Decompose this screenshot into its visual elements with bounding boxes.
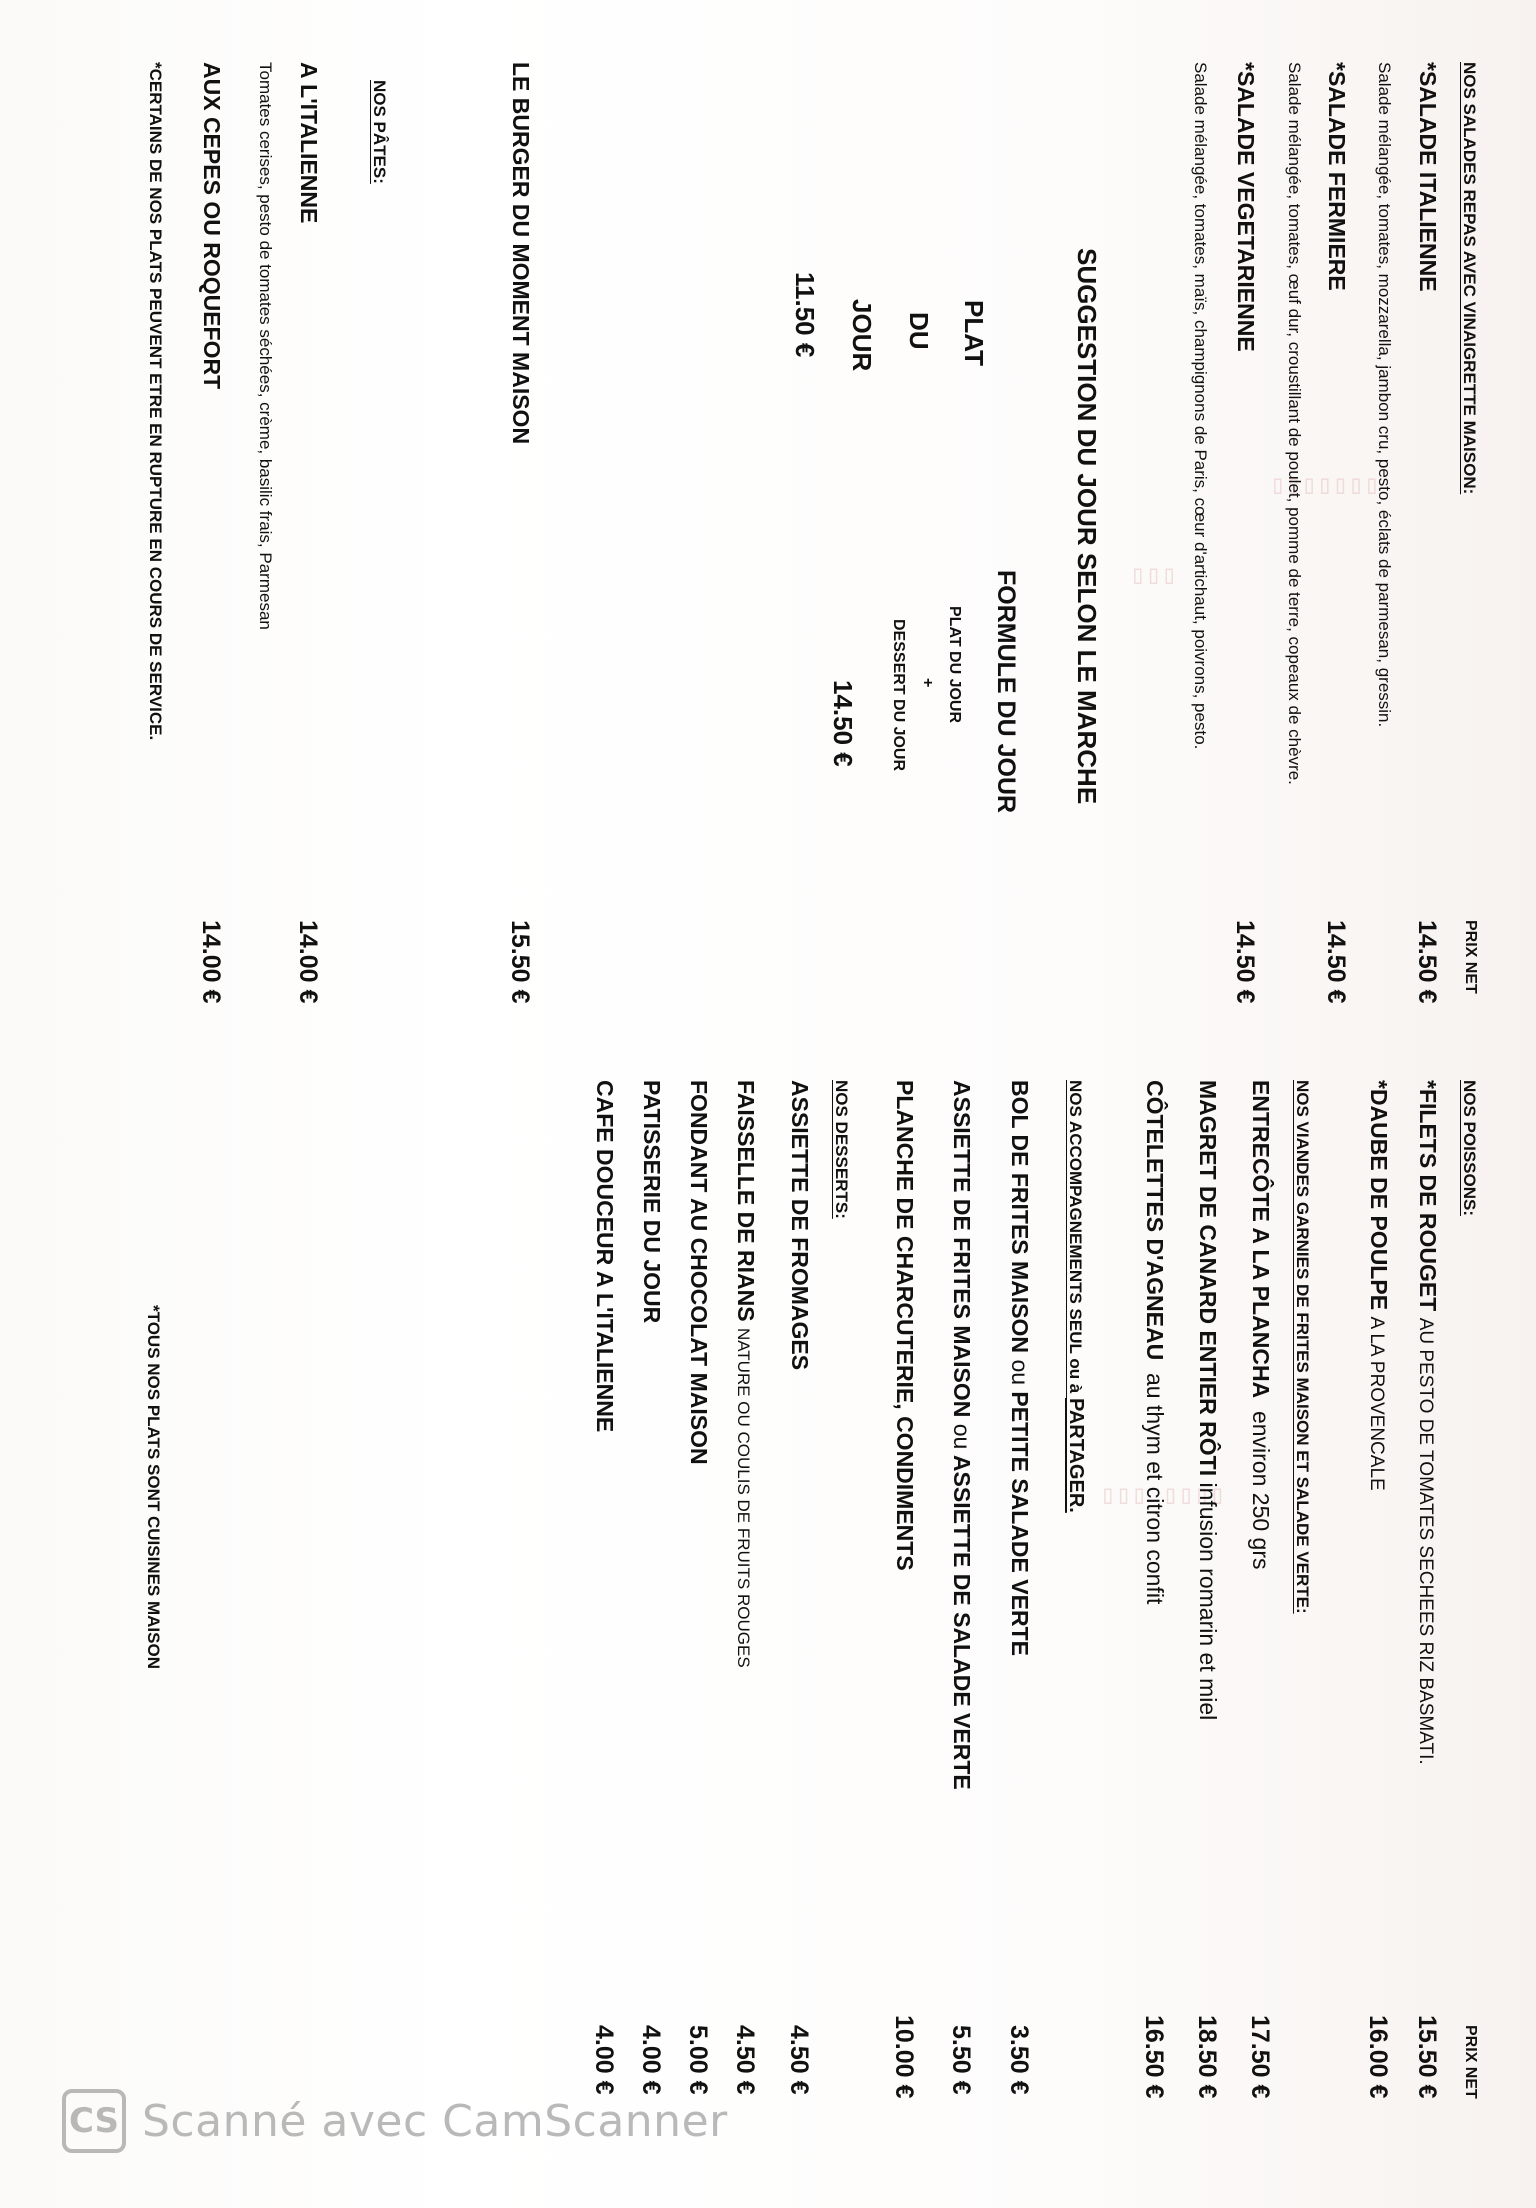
fish-line xyxy=(1416,1080,1439,1765)
salad-desc: Salade mélangée, tomates, mozzarella, jambon cru, pesto, éclats de parmesan, gressin. xyxy=(1375,62,1394,728)
footnote: *TOUS NOS PLATS SONT CUISINES MAISON xyxy=(144,1305,163,1669)
fish-line xyxy=(1367,1080,1390,1491)
side-price: 5.50 € xyxy=(947,2025,975,2095)
pasta-title: NOS PÂTES: xyxy=(370,80,389,184)
salad-price: 14.50 € xyxy=(1322,920,1350,1004)
plat-word: PLAT xyxy=(959,300,989,366)
camscanner-watermark xyxy=(62,2086,728,2156)
dessert-price: 4.50 € xyxy=(731,2025,759,2095)
meat-detail: infusion romarin et miel xyxy=(1195,1482,1221,1721)
dessert-price: 4.00 € xyxy=(590,2025,618,2095)
side-b: PETITE SALADE VERTE xyxy=(1007,1391,1033,1656)
dessert-price: 5.00 € xyxy=(684,2025,712,2095)
bleed-through-mark: ▯▯▯ xyxy=(1130,560,1177,590)
meat-price: 18.50 € xyxy=(1193,2015,1221,2099)
fish-name: *DAUBE DE POULPE xyxy=(1366,1080,1392,1311)
salad-price: 14.50 € xyxy=(1231,920,1259,1004)
side-line xyxy=(1008,1080,1031,1656)
footnote: *CERTAINS DE NOS PLATS PEUVENT ETRE EN RUPTURE EN COURS DE SERVICE. xyxy=(146,62,165,741)
camscanner-logo-icon: CS xyxy=(62,2089,126,2153)
fish-name: *FILETS DE ROUGET xyxy=(1415,1080,1441,1312)
meats-title: NOS VIANDES GARNIES DE FRITES MAISON ET SALADE VERTE: xyxy=(1293,1080,1312,1614)
side-price: 10.00 € xyxy=(890,2015,918,2099)
salad-desc: Salade mélangée, tomates, maïs, champignons de Paris, cœur d'artichaut, poivrons, pesto. xyxy=(1191,62,1210,750)
sides-title-prefix: NOS ACCOMPAGNEMENTS SEUL ou à xyxy=(1066,1080,1085,1398)
meat-name: ENTRECÔTE A LA PLANCHA xyxy=(1248,1080,1274,1399)
side-price: 3.50 € xyxy=(1005,2025,1033,2095)
side-or: ou xyxy=(1007,1359,1033,1386)
formule-title: FORMULE DU JOUR xyxy=(992,570,1020,814)
pasta-desc: Tomates cerises, pesto de tomates séchées, crème, basilic frais, Parmesan xyxy=(256,62,275,630)
dessert-name: FAISSELLE DE RIANS xyxy=(733,1080,759,1322)
formule-plus: + xyxy=(919,678,936,688)
dessert-detail: NATURE OU COULIS DE FRUITS ROUGES xyxy=(734,1327,753,1668)
salad-desc: Salade mélangée, tomates, œuf dur, croustillant de poulet, pomme de terre, copeaux de chèvre. xyxy=(1285,62,1304,785)
fish-title: NOS POISSONS: xyxy=(1460,1080,1479,1217)
sides-title-suffix: PARTAGER. xyxy=(1065,1398,1087,1513)
side-b: ASSIETTE DE SALADE VERTE xyxy=(949,1454,975,1790)
meat-price: 17.50 € xyxy=(1246,2015,1274,2099)
formule-price: 14.50 € xyxy=(828,680,858,767)
plat-du-jour-price: 11.50 € xyxy=(790,272,820,358)
dessert-name: FONDANT AU CHOCOLAT MAISON xyxy=(686,1080,712,1465)
burger-name: LE BURGER DU MOMENT MAISON xyxy=(508,62,534,445)
watermark-text: Scanné avec CamScanner xyxy=(142,2095,728,2147)
salads-title: NOS SALADES REPAS AVEC VINAIGRETTE MAISON: xyxy=(1460,62,1479,495)
dessert-price: 4.50 € xyxy=(785,2025,813,2095)
bleed-through-mark: ▯▯▯▯ ▯▯▯ xyxy=(1100,1480,1226,1510)
price-header: PRIX NET xyxy=(1462,920,1479,994)
suggestion-title: SUGGESTION DU JOUR SELON LE MARCHE xyxy=(1072,248,1102,805)
meat-name: MAGRET DE CANARD ENTIER RÔTI xyxy=(1195,1080,1221,1477)
meat-price: 16.50 € xyxy=(1140,2015,1168,2099)
formule-line: PLAT DU JOUR xyxy=(946,606,963,724)
pasta-name: A L'ITALIENNE xyxy=(296,62,322,224)
fish-price: 15.50 € xyxy=(1413,2015,1441,2099)
pasta-name: AUX CEPES OU ROQUEFORT xyxy=(199,62,225,390)
dessert-name: CAFE DOUCEUR A L'ITALIENNE xyxy=(592,1080,618,1433)
dessert-name: PATISSERIE DU JOUR xyxy=(639,1080,665,1324)
formule-line: DESSERT DU JOUR xyxy=(890,619,907,772)
salad-name: *SALADE ITALIENNE xyxy=(1415,62,1441,292)
meat-detail: au thym et citron confit xyxy=(1142,1372,1168,1605)
fish-price: 16.00 € xyxy=(1364,2015,1392,2099)
fish-detail: A LA PROVENCALE xyxy=(1366,1316,1387,1491)
price-header: PRIX NET xyxy=(1462,2025,1479,2099)
side-line xyxy=(950,1080,973,1790)
side-a: PLANCHE DE CHARCUTERIE, CONDIMENTS xyxy=(892,1080,918,1571)
bleed-through-mark: ▯▯▯▯▯▯▯ xyxy=(1270,470,1380,500)
sides-title xyxy=(1066,1080,1086,1513)
pasta-price: 14.00 € xyxy=(197,920,225,1004)
dessert-line xyxy=(734,1080,757,1668)
meat-line xyxy=(1196,1080,1219,1720)
salad-price: 14.50 € xyxy=(1413,920,1441,1004)
dessert-price: 4.00 € xyxy=(637,2025,665,2095)
du-word: DU xyxy=(904,312,934,350)
salad-name: *SALADE FERMIERE xyxy=(1324,62,1350,291)
side-or: ou xyxy=(949,1423,975,1450)
side-a: ASSIETTE DE FRITES MAISON xyxy=(949,1080,975,1418)
salad-name: *SALADE VEGETARIENNE xyxy=(1233,62,1259,352)
meat-name: CÔTELETTES D'AGNEAU xyxy=(1142,1080,1168,1361)
side-a: BOL DE FRITES MAISON xyxy=(1007,1080,1033,1354)
meat-line xyxy=(1143,1080,1166,1604)
jour-word: JOUR xyxy=(847,299,877,372)
meat-detail: environ 250 grs xyxy=(1248,1410,1274,1570)
meat-line xyxy=(1249,1080,1272,1570)
pasta-price: 14.00 € xyxy=(294,920,322,1004)
burger-price: 15.50 € xyxy=(506,920,534,1004)
fish-detail: AU PESTO DE TOMATES SECHEES RIZ BASMATI. xyxy=(1415,1317,1436,1765)
desserts-title: NOS DESSERTS: xyxy=(832,1080,851,1219)
dessert-name: ASSIETTE DE FROMAGES xyxy=(787,1080,813,1371)
